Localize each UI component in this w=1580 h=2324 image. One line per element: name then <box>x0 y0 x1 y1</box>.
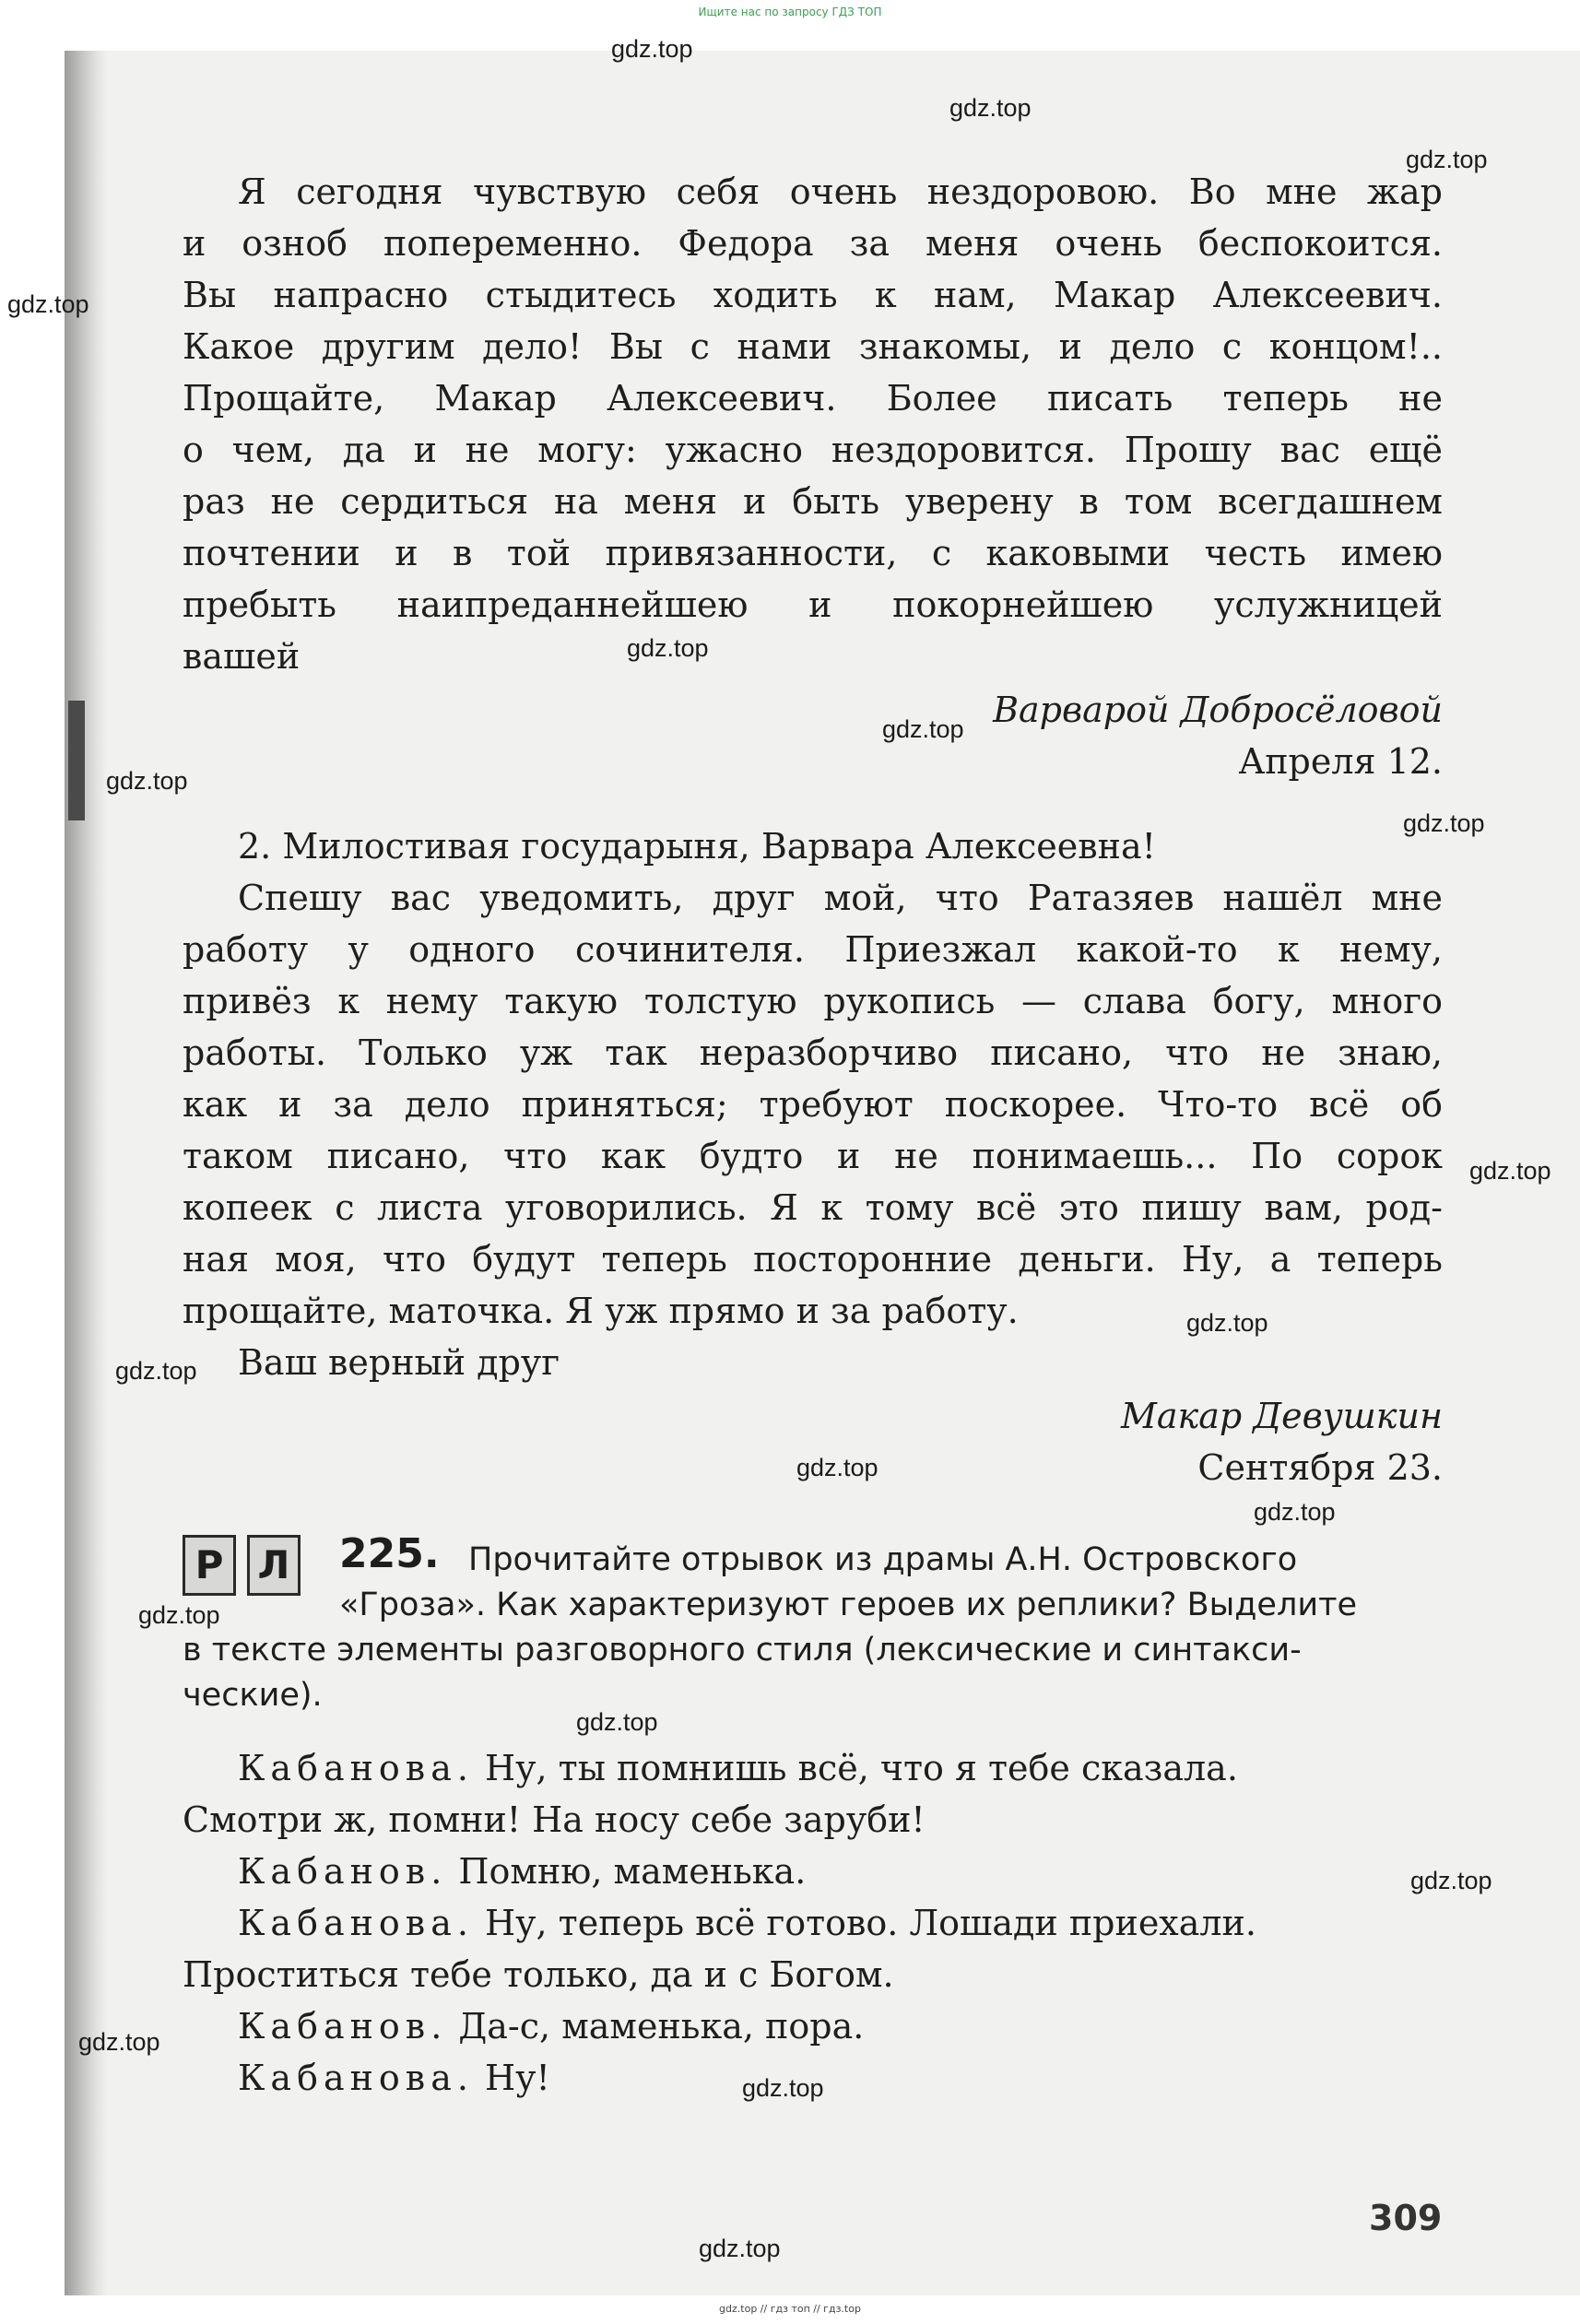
letter2-line: Спешу вас уведомить, друг мой, что Ратазяев нашёл мне <box>238 878 1443 918</box>
drama-text: Ну, ты помнишь всё, что я тебе сказала. <box>485 1748 1238 1788</box>
watermark: gdz.top <box>1186 1309 1268 1337</box>
task-line: ческие). <box>183 1677 323 1714</box>
task-badge-l: Л <box>247 1535 301 1596</box>
drama-text: Ну, теперь всё готово. Лошади приехали. <box>485 1903 1256 1943</box>
page-binding-shadow <box>65 51 107 2295</box>
letter2-line: работу у одного сочинителя. Приезжал какой-то к нему, <box>183 929 1443 970</box>
watermark: gdz.top <box>78 2028 160 2056</box>
watermark: gdz.top <box>576 1708 658 1736</box>
watermark: gdz.top <box>1410 1867 1492 1894</box>
letter1-line: почтении и в той привязанности, с каковыми честь имею <box>183 533 1443 573</box>
task-line: Прочитайте отрывок из драмы А.Н. Островского <box>468 1541 1298 1578</box>
watermark: gdz.top <box>611 35 693 63</box>
watermark: gdz.top <box>949 94 1032 122</box>
letter2-closing: Ваш верный друг <box>238 1342 560 1383</box>
drama-line <box>183 1949 1443 2000</box>
drama-text: Смотри ж, помни! На носу себе заруби! <box>183 1799 926 1840</box>
drama-text: Да-с, маменька, пора. <box>458 2006 865 2047</box>
drama-line <box>183 1794 1443 1846</box>
watermark: gdz.top <box>742 2074 824 2102</box>
letter2-line: таком писано, что как будто и не понимаешь... По сорок <box>183 1136 1443 1176</box>
letter2-line: как и за дело приняться; требуют поскорее. Что-то всё об <box>183 1084 1443 1125</box>
watermark: gdz.top <box>882 715 964 743</box>
letter1-line: Вы напрасно стыдитесь ходить к нам, Макар Алексеевич. <box>183 275 1443 315</box>
letter1-line: Какое другим дело! Вы с нами знакомы, и дело с концом!.. <box>183 326 1443 367</box>
letter2-line: работы. Только уж так неразборчиво писано, что не знаю, <box>183 1032 1443 1073</box>
letter2-line: прощайте, маточка. Я уж прямо и за работу. <box>183 1291 1019 1331</box>
drama-text: Помню, маменька. <box>458 1851 807 1892</box>
watermark: gdz.top <box>138 1601 220 1629</box>
drama-line <box>183 2000 1443 2052</box>
letter1-line: о чем, да и не могу: ужасно нездоровится. Прошу вас ещё <box>183 430 1443 470</box>
watermark: gdz.top <box>1403 809 1485 837</box>
letter2-line: привёз к нему такую толстую рукопись — слава богу, много <box>183 981 1443 1021</box>
letter1-date: Апреля 12. <box>1238 741 1443 782</box>
watermark: gdz.top <box>627 634 709 662</box>
drama-text: Ну! <box>485 2058 550 2098</box>
letter2-signature: Макар Девушкин <box>1120 1396 1443 1436</box>
drama-speaker: Кабанова. <box>238 1748 474 1788</box>
drama-line <box>183 1742 1443 1794</box>
letter2-line: ная моя, что будут теперь посторонние деньги. Ну, а теперь <box>183 1239 1443 1280</box>
top-banner[interactable]: Ищите нас по запросу ГДЗ ТОП <box>698 6 882 18</box>
letter1-line: Я сегодня чувствую себя очень нездоровою. Во мне жар <box>238 171 1443 212</box>
drama-line <box>183 1846 1443 1897</box>
task-line: «Гроза». Как характеризуют героев их реплики? Выделите <box>339 1587 1358 1623</box>
task-line: в тексте элементы разговорного стиля (лексические и синтакси- <box>183 1632 1302 1669</box>
letter2-greeting: 2. Милостивая государыня, Варвара Алексеевна! <box>238 826 1156 867</box>
page-number: 309 <box>1369 2198 1443 2238</box>
letter2-line: копеек с листа уговорились. Я к тому всё это пишу вам, род- <box>183 1187 1443 1228</box>
watermark: gdz.top <box>1406 146 1488 173</box>
watermark: gdz.top <box>796 1454 878 1481</box>
task-badge-r: Р <box>183 1535 236 1596</box>
task-number: 225. <box>339 1530 440 1577</box>
drama-speaker: Кабанова. <box>238 2058 474 2098</box>
bottom-banner[interactable]: gdz.top // гдз топ // гдз.top <box>719 2303 861 2315</box>
watermark: gdz.top <box>106 767 188 795</box>
letter1-line: вашей <box>183 636 301 677</box>
drama-line <box>183 1897 1443 1949</box>
letter1-line: и озноб попеременно. Федора за меня очень беспокоится. <box>183 223 1443 264</box>
letter2-date: Сентября 23. <box>1197 1447 1443 1488</box>
watermark: gdz.top <box>1254 1498 1336 1526</box>
drama-speaker: Кабанова. <box>238 1903 474 1943</box>
page-edge-tab <box>68 701 85 820</box>
drama-speaker: Кабанов. <box>238 2006 448 2047</box>
letter1-line: Прощайте, Макар Алексеевич. Более писать теперь не <box>183 378 1443 419</box>
letter1-signature: Варварой Добросёловой <box>993 690 1443 730</box>
drama-speaker: Кабанов. <box>238 1851 448 1892</box>
drama-text: Проститься тебе только, да и с Богом. <box>183 1954 894 1995</box>
letter1-line: пребыть наипреданнейшею и покорнейшею услужницей <box>183 584 1443 625</box>
watermark: gdz.top <box>1469 1157 1551 1185</box>
watermark: gdz.top <box>115 1357 197 1385</box>
watermark: gdz.top <box>699 2235 781 2262</box>
letter1-line: раз не сердиться на меня и быть уверену в том всегдашнем <box>183 481 1443 522</box>
watermark: gdz.top <box>7 290 89 318</box>
